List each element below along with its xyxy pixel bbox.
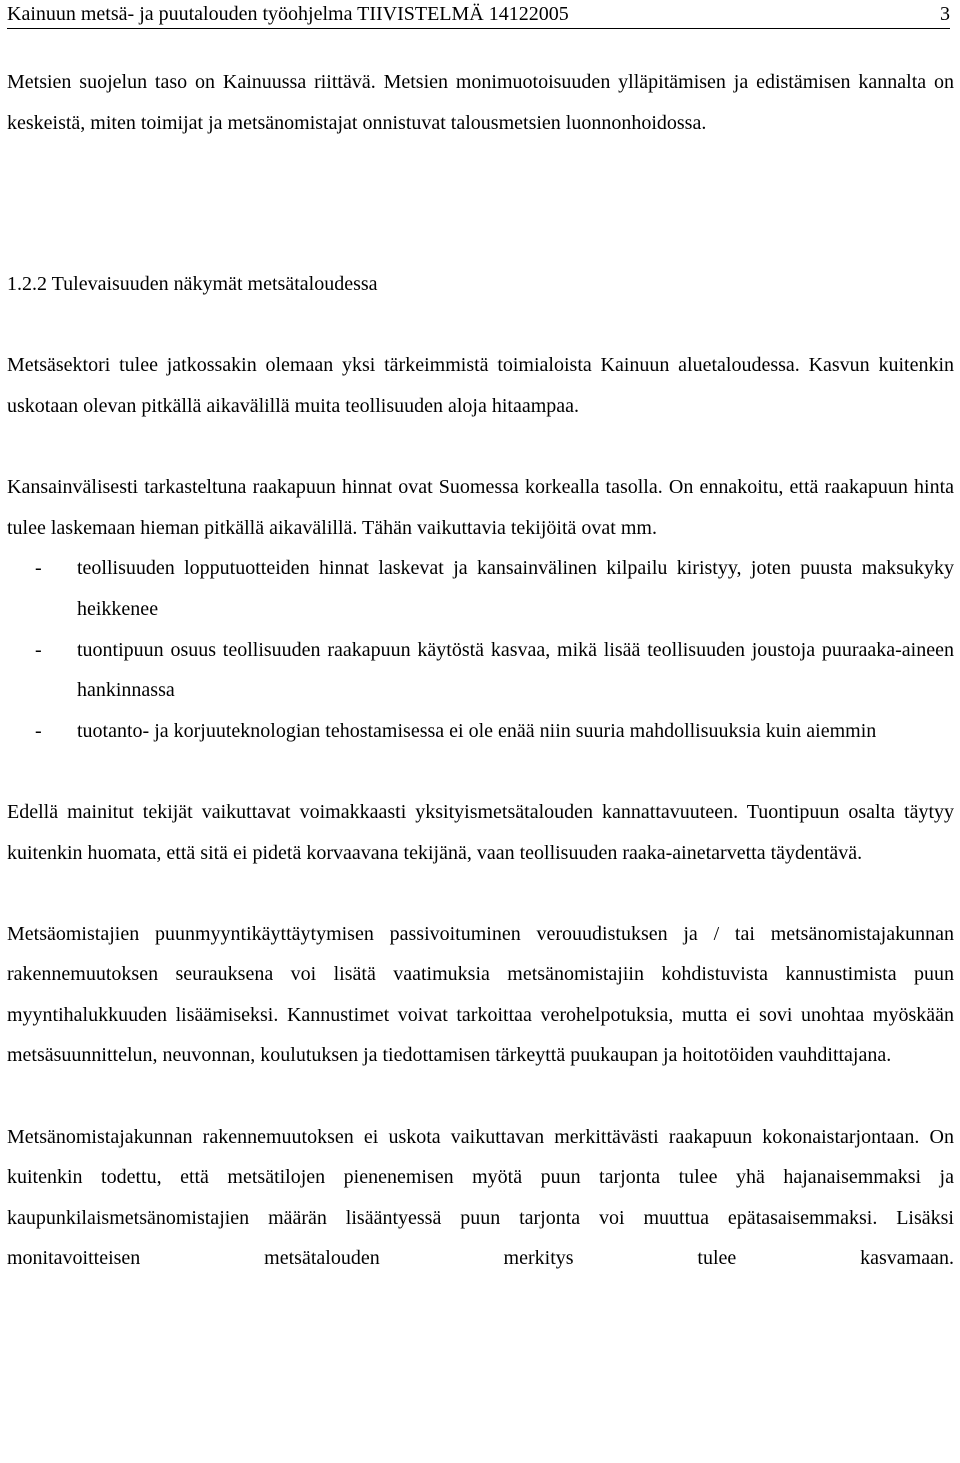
document-title: Kainuun metsä- ja puutalouden työohjelma TIIVISTELMÄ 14122005 xyxy=(7,3,569,25)
list-item-text: tuontipuun osuus teollisuuden raakapuun käytöstä kasvaa, mikä lisää teollisuuden joustoja puuraaka-aineen hankinnassa xyxy=(77,638,954,702)
section-heading: 1.2.2 Tulevaisuuden näkymät metsätaloudessa xyxy=(7,273,378,296)
list-dash: - xyxy=(35,638,42,661)
spacer xyxy=(7,143,954,264)
list-dash: - xyxy=(35,557,42,580)
list-item xyxy=(7,548,954,629)
list-item xyxy=(7,630,954,711)
spacer xyxy=(7,1076,954,1117)
paragraph-forest-sector: Metsäsektori tulee jatkossakin olemaan yksi tärkeimmistä toimialoista Kainuun aluetaloudessa. Kasvun kuitenkin uskotaan olevan pitkällä aikavälillä muita teollisuuden aloja hitaampaa. xyxy=(7,354,954,417)
paragraph-timber-prices: Kansainvälisesti tarkasteltuna raakapuun hinnat ovat Suomessa korkealla tasolla. On ennakoitu, että raakapuun hinta tulee laskemaan hieman pitkällä aikavälillä. Tähän vaikuttavia tekijöitä ovat mm. xyxy=(7,476,954,539)
paragraph-profitability: Edellä mainitut tekijät vaikuttavat voimakkaasti yksityismetsätalouden kannattavuuteen. Tuontipuun osalta täytyy kuitenkin huomata, että sitä ei pidetä korvaavana tekijänä, vaan teollisuuden raaka-ainetarvetta täydentävä. xyxy=(7,800,954,864)
list-dash: - xyxy=(35,719,42,742)
paragraph-forest-protection: Metsien suojelun taso on Kainuussa riittävä. Metsien monimuotoisuuden ylläpitämisen ja edistämisen kannalta on keskeistä, miten toimijat ja metsänomistajat onnistuvat talousmetsien luonnonhoidossa. xyxy=(7,71,954,134)
spacer xyxy=(7,873,954,914)
list-item xyxy=(7,711,954,752)
document-body xyxy=(7,62,954,1279)
spacer xyxy=(7,427,954,468)
paragraph-owner-behaviour: Metsäomistajien puunmyyntikäyttäytymisen passivoituminen verouudistuksen ja / tai metsänomistajakunnan rakennemuutoksen seurauksena voi lisätä vaatimuksia metsänomistajiin kohdistuvista kannustimista puun myyntihalukkuuden lisäämiseksi. Kannustimet voivat tarkoittaa verohelpotuksia, mutta ei sovi unohtaa myöskään metsäsuunnittelun, neuvonnan, koulutuksen ja tiedottamisen tärkeyttä puukaupan ja hoitotöiden vauhdittajana. xyxy=(7,922,954,1067)
spacer xyxy=(7,305,954,346)
paragraph-owner-structure: Metsänomistajakunnan rakennemuutoksen ei uskota vaikuttavan merkittävästi raakapuun kokonaistarjontaan. On kuitenkin todettu, että metsätilojen pienenemisen myötä puun tarjonta tulee yhä hajanaisemmaksi ja kaupunkilaismetsänomistajien määrän lisääntyessä puun tarjonta voi muuttua epätasaisemmaksi. Lisäksi monitavoitteisen metsätalouden merkitys tulee kasvamaan. xyxy=(7,1125,954,1270)
spacer xyxy=(7,751,954,792)
factor-list xyxy=(7,548,954,751)
page-number: 3 xyxy=(940,3,950,25)
page-header xyxy=(7,2,950,29)
list-item-text: teollisuuden lopputuotteiden hinnat laskevat ja kansainvälinen kilpailu kiristyy, joten puusta maksukyky heikkenee xyxy=(77,557,954,620)
list-item-text: tuotanto- ja korjuuteknologian tehostamisessa ei ole enää niin suuria mahdollisuuksia kuin aiemmin xyxy=(77,719,877,742)
